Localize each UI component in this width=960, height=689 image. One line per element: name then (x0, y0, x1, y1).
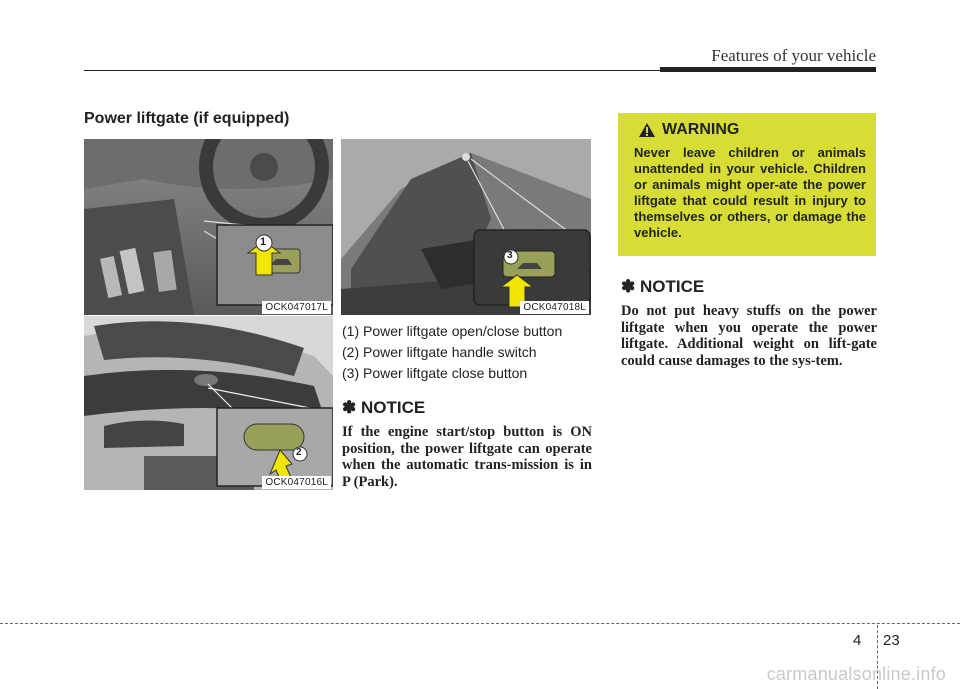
figure-handle-switch (84, 316, 333, 490)
warning-body: Never leave children or animals unattended in your vehicle. Children or animals might oper-ate the power liftgate that could result in injury to themselves or others, or damage the vehicle. (634, 145, 866, 240)
liftgate-illustration (341, 139, 591, 315)
page-number: 23 (883, 632, 900, 649)
running-head: Features of your vehicle (711, 46, 876, 65)
figure-liftgate-close-button (341, 139, 591, 315)
notice-title: ✽ NOTICE (342, 398, 426, 417)
notice-body: If the engine start/stop button is ON position, the power liftgate can operate when the automatic trans-mission is in P (Park). (342, 424, 592, 490)
figure-interior-button (84, 139, 333, 315)
caption-item: (3) Power liftgate close button (342, 365, 528, 381)
chapter-number: 4 (853, 632, 862, 649)
figure-callout: 2 (296, 447, 302, 458)
warning-box (618, 113, 876, 256)
notice-title: ✽ NOTICE (621, 277, 705, 296)
header-bar (660, 67, 876, 72)
figure-label: OCK047018L (520, 301, 589, 314)
section-title: Power liftgate (if equipped) (84, 110, 290, 127)
header-rule (84, 70, 660, 71)
caption-list (342, 321, 592, 490)
footer-rule (0, 623, 960, 624)
figure-label: OCK047016L (262, 476, 331, 489)
warning-triangle-icon (638, 122, 656, 138)
caption-item: (1) Power liftgate open/close button (342, 323, 563, 339)
watermark: carmanualsonline.info (766, 664, 946, 684)
notice-body: Do not put heavy stuffs on the power liftgate when you operate the power liftgate. Additional weight on lift-gate could cause damages to the sys-tem. (621, 303, 877, 369)
figure-label: OCK047017L (262, 301, 331, 314)
caption-item: (2) Power liftgate handle switch (342, 344, 537, 360)
figure-callout: 3 (507, 250, 513, 261)
notice-section (621, 277, 877, 369)
figure-callout: 1 (260, 236, 267, 248)
rear-car-illustration (84, 316, 333, 490)
interior-illustration (84, 139, 333, 315)
warning-title: WARNING (662, 121, 740, 138)
